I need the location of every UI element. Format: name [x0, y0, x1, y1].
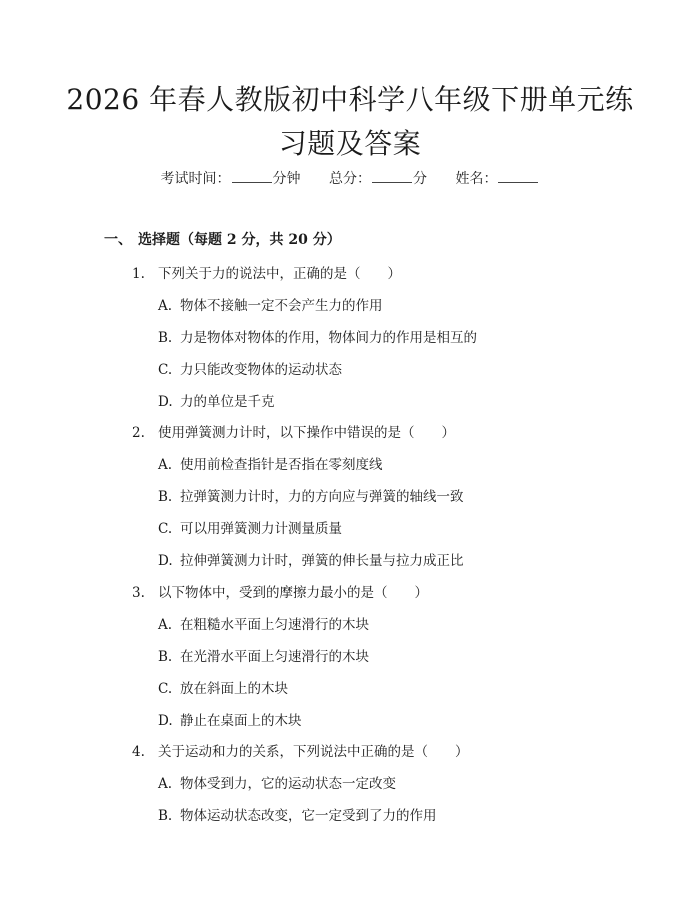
option-text: 在粗糙水平面上匀速滑行的木块	[180, 617, 369, 633]
option-letter: A.	[158, 298, 173, 314]
section-heading	[104, 229, 341, 249]
option-letter: A.	[158, 617, 173, 633]
option-letter: B.	[158, 649, 173, 665]
exam-time-unit: 分钟	[272, 171, 301, 187]
question-text: 以下物体中，受到的摩擦力最小的是（ ）	[158, 585, 428, 601]
option-text: 静止在桌面上的木块	[180, 713, 302, 729]
option-letter: B.	[158, 489, 173, 505]
total-score-field	[329, 168, 427, 188]
title-line-2: 习题及答案	[278, 127, 422, 160]
question-text: 下列关于力的说法中，正确的是（ ）	[158, 266, 401, 282]
option-text: 放在斜面上的木块	[180, 681, 288, 697]
question-number: 3.	[132, 585, 145, 601]
option-text: 物体不接触一定不会产生力的作用	[180, 298, 383, 314]
section-title: 选择题（每题 2 分，共 20 分）	[138, 232, 341, 248]
option-letter: B.	[158, 330, 173, 346]
question-1-option-b	[158, 326, 477, 346]
name-blank	[498, 170, 538, 183]
question-1-option-a	[158, 294, 383, 314]
option-text: 拉弹簧测力计时，力的方向应与弹簧的轴线一致	[180, 489, 464, 505]
question-2-option-b	[158, 485, 464, 505]
exam-time-field	[161, 168, 301, 188]
question-3-option-b	[158, 645, 369, 665]
option-text: 物体受到力，它的运动状态一定改变	[180, 776, 396, 792]
option-text: 力的单位是千克	[180, 394, 275, 410]
option-letter: A.	[158, 457, 173, 473]
option-text: 物体运动状态改变，它一定受到了力的作用	[180, 808, 437, 824]
question-text: 关于运动和力的关系，下列说法中正确的是（ ）	[158, 744, 469, 760]
question-3	[132, 581, 428, 601]
option-letter: A.	[158, 776, 173, 792]
question-2-option-d	[158, 549, 464, 569]
option-text: 可以用弹簧测力计测量质量	[180, 521, 342, 537]
option-text: 力是物体对物体的作用，物体间力的作用是相互的	[180, 330, 477, 346]
option-letter: C.	[158, 521, 173, 537]
total-score-label: 总分：	[329, 171, 371, 187]
page-title	[60, 78, 640, 166]
title-line-1: 2026 年春人教版初中科学八年级下册单元练	[66, 83, 634, 116]
option-text: 在光滑水平面上匀速滑行的木块	[180, 649, 369, 665]
name-label: 姓名：	[455, 171, 498, 187]
question-2-option-c	[158, 517, 342, 537]
question-text: 使用弹簧测力计时，以下操作中错误的是（ ）	[158, 425, 455, 441]
section-number: 一、	[104, 232, 132, 248]
total-score-unit: 分	[413, 171, 427, 187]
question-4-option-a	[158, 772, 396, 792]
question-3-option-c	[158, 677, 288, 697]
option-letter: C.	[158, 681, 173, 697]
question-2-option-a	[158, 453, 383, 473]
option-text: 力只能改变物体的运动状态	[180, 362, 342, 378]
question-4-option-b	[158, 804, 437, 824]
total-score-blank	[372, 170, 412, 183]
exam-info-line	[0, 168, 700, 188]
question-4	[132, 740, 469, 760]
option-letter: D.	[158, 553, 173, 569]
option-letter: D.	[158, 713, 173, 729]
option-text: 拉伸弹簧测力计时，弹簧的伸长量与拉力成正比	[180, 553, 464, 569]
option-text: 使用前检查指针是否指在零刻度线	[180, 457, 383, 473]
question-number: 4.	[132, 744, 145, 760]
question-1-option-d	[158, 390, 275, 410]
question-3-option-a	[158, 613, 369, 633]
question-1-option-c	[158, 358, 342, 378]
option-letter: D.	[158, 394, 173, 410]
option-letter: B.	[158, 808, 173, 824]
exam-time-blank	[232, 170, 272, 183]
question-3-option-d	[158, 709, 302, 729]
question-number: 2.	[132, 425, 145, 441]
exam-time-label: 考试时间：	[160, 171, 231, 187]
question-2	[132, 421, 455, 441]
name-field	[455, 168, 539, 188]
question-number: 1.	[132, 266, 145, 282]
option-letter: C.	[158, 362, 173, 378]
question-1	[132, 262, 401, 282]
